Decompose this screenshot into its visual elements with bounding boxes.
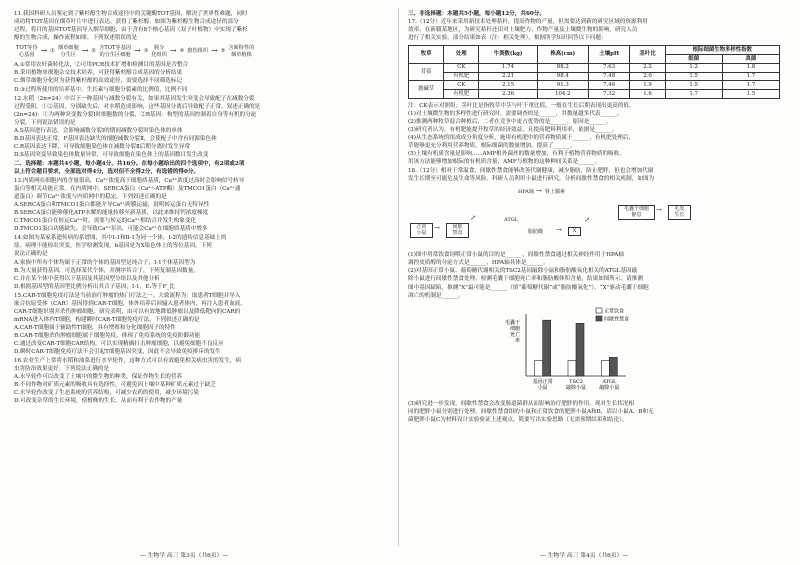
q11-line: 11.我国科研人员鉴定到了紫杉醇生物合成途径中的关键酶TOT基因，解决了世界性难题，同时: [14, 11, 248, 17]
q14-option: B.为大量获得基因，可选择某代个体，并测序其合子，下列复制基因数量，: [14, 267, 199, 274]
table-cell: 有机肥: [444, 72, 479, 81]
flow-node: 含TOT等基因 的分生区细胞: [99, 45, 131, 58]
q11-option: C.烟草细胞分化时为获得紫杉醇的高效途径，需要选择不同筛选标记: [14, 78, 183, 85]
diagram-node-hpa: HPA轴: [518, 189, 534, 196]
table-cell: 7.46: [588, 81, 630, 90]
q12-line: 12.水稻（2n=24）中以下一种基因与减数分裂有关，如果其基因发生突变会导致配子在减数分裂: [14, 95, 255, 102]
table-cell: 1.7: [722, 72, 779, 81]
flow-arrow: →: [40, 46, 48, 56]
q16-option: A.水旱轮作可以改变了土壤中的微生物的种类，保证作物生长的营养: [14, 374, 183, 381]
question-13: [14, 177, 386, 233]
q17-subq: 注：CK表示对照组；茎叶比是指牧草中茎与叶干重比值，一般在生长后期表现出更高的值。: [408, 102, 635, 109]
flow-step: ⑤: [220, 48, 226, 55]
q12-option: C.R基因表达下降，可导致细胞染色体在减数分裂Ⅱ后期分离时发生异常: [14, 143, 191, 150]
bar: [543, 320, 551, 376]
diagram-node-adrenaline: 肾上腺素: [545, 189, 566, 196]
page-footer-left: — 生物学 高三 第3页（共6页）—: [140, 553, 229, 559]
legend-label: 正常饮食: [604, 308, 625, 315]
y-axis-label: 毛囊干: [504, 319, 520, 326]
q15-line: mRNA进入体内T细胞，构建瞬时CAR-T细胞免疫疗法。下列叙述正确的是: [14, 316, 200, 323]
question-11: [14, 10, 386, 94]
table-cell: 1.7: [665, 90, 722, 99]
q17-subq: (2)推测两种牧草混合种植后，二者在竞争中更占优势的是______，原因是______。: [408, 118, 612, 125]
legend-label: 间歇性禁食: [604, 316, 630, 323]
table-cell: 7.48: [588, 72, 630, 81]
table-cell: 2.21: [479, 72, 537, 81]
q13-line: 道蛋白）调节Ca²⁺浓度与内质网中的稳定。下列叙述正确的是: [14, 194, 167, 201]
table-cell: 88.2: [537, 63, 588, 72]
table-row: [409, 63, 780, 72]
table-cell: 有机肥: [444, 90, 479, 99]
q16-line: 虫害防治效果更好。下列说法正确的是: [14, 366, 110, 373]
bar: [568, 360, 576, 376]
flow-arrow: →: [81, 46, 89, 56]
bar: [609, 357, 617, 376]
diagram-node-mouse: 正常 小鼠: [410, 223, 433, 238]
q16-option: B.不同作物对矿质元素的吸收具有选择性，可避免因土壤中某种矿质元素过于缺乏: [14, 382, 216, 389]
table-cell: 2.15: [479, 81, 537, 90]
x-tick-label: ATGL: [602, 378, 617, 385]
table-header-row: [409, 46, 780, 55]
q15-option: A.CAR-T细胞属于辅助性T细胞，具有增殖和分化细胞因子的特性: [14, 324, 176, 331]
flow-node: 烟草细胞 分生区: [57, 45, 79, 58]
q17-subq: (4)从生态系统的组成成分角度分析，施用有机肥中的营养物质属于______，有机肥处理后，: [408, 135, 635, 142]
q18-mechanism-diagram: [408, 185, 780, 249]
q15-line: CAR-T细胞识别并杀伤肿瘤细胞。研究表明，由可以有效地降低肿瘤以及降低靶向的CAR的: [14, 308, 241, 315]
q18-line: 发生长期至可能危及生命等风险。科研人员利用小鼠进行研究，分析间歇性禁食的相关机制，如图为: [408, 176, 655, 183]
y-axis-label: 率: [514, 337, 520, 344]
table-cell: 2.36: [479, 90, 537, 99]
q15-line: 15.CAR-T细胞免疫疗法是当前治疗肿瘤的热门疗法之一。大致流程为：取患者T细胞并导入: [14, 292, 241, 299]
q18-subq: 同的肥胖小鼠分别进行处理，间歇性禁食组的小鼠和正常饮食的肥胖小鼠A和B，请以小鼠A、B和无: [408, 408, 654, 415]
y-axis-label: 死亡: [509, 331, 520, 338]
q17-subq: (5)土壤有机质含量是影响......AMF根外菌丝的数量增加，有利于植物营养物质的吸收，: [408, 151, 625, 158]
q11-option: A.①常用农杆菌转化法，②可用PCR技术扩增和检测目的基因是否整合: [14, 62, 189, 69]
q18-bar-chart: [408, 302, 780, 398]
q11-line: 过程，将目的基因TOT基因导入烟草细胞，由于含有8个核心基因（双子叶植物）中实现了紫杉: [14, 27, 248, 34]
section-2-heading: [14, 160, 386, 176]
q16-line: 16.农业生产上常将水稻和油菜进行水旱轮作，这种方式可以有效避免相关病虫害的发生，病: [14, 358, 242, 365]
q13-line: 13.内质网在细胞内的含量很高，Ca²⁺浓度高于细胞质基质，Ca²⁺浓度过高时会影响信号转导: [14, 178, 245, 185]
flow-arrow: →: [211, 46, 218, 56]
flow-step: ①: [50, 48, 55, 55]
q18-subq: (2)对基因正常小鼠、葡萄糖代谢相关的TSC2基因敲除小鼠和脂肪酸氧化相关的ATGL基因敲: [408, 268, 638, 275]
table-cell: 1.7: [722, 81, 779, 90]
q17-subq: 草能够更充分利用营养物质，根际细菌的数量增加，提高了______。: [408, 143, 576, 150]
table-cell: 2.2: [630, 63, 665, 72]
table-cell: 1.5: [722, 90, 779, 99]
diagram-arrow: →: [656, 206, 662, 215]
flow-node: 愈伤组织: [187, 48, 209, 55]
table-cell: 91.3: [537, 81, 588, 90]
q18-subq: 调控皮质醇的分泌方式是______，HPA轴具体是______。: [408, 260, 549, 267]
q13-option: B.SERCA蛋白能够催化ATP水解的能量转移至新基质，以此来维持钙浓度梯度: [14, 210, 209, 217]
table-cell: 98.4: [537, 72, 588, 81]
question-17: [408, 18, 780, 166]
q17-line: 进行了相关实验，部分结果如表（注：相关处理），根据所学知识回答以下问题：: [408, 35, 607, 42]
q18-subq: (3)研究进一步发现，间歇性禁食会改变肠道菌群从而影响治疗肥胖的作用。现对生长状况相: [408, 400, 635, 407]
q11-line: 醇的生物合成，操作流程如图。下列叙述错误的是: [14, 35, 138, 42]
diagram-node-fatty-acid: 脂肪酸: [528, 229, 544, 236]
right-column: [408, 10, 780, 425]
table-header-cell: 牧草: [409, 46, 444, 64]
x-tick-label: 小鼠: [537, 384, 548, 391]
table-header-cell: 茎叶比: [630, 46, 665, 64]
diagram-node-hfsc: 毛囊干细胞 静息: [618, 205, 655, 220]
question-14: [14, 234, 386, 290]
q12-line: (2n=24)：①为两种突变数分裂Ⅰ时细胞数的分裂，②R基因：构型的基因控制着自身等有机的分泌: [14, 111, 257, 118]
diagram-arrow: →: [434, 224, 440, 233]
q15-option: B.CAR-T细胞杀伤肿瘤细胞属于细胞免疫，体现了免疫系统的免疫防御功能: [14, 332, 201, 339]
left-column: [14, 10, 386, 406]
column-divider: [398, 8, 399, 546]
flow-node: 含新特性的 烟草植株: [228, 45, 255, 58]
table-header-cell: 细菌: [665, 54, 722, 63]
table-cell: 披碱草: [409, 81, 444, 99]
diagram-node-hair: 毛发 生长: [668, 205, 691, 220]
y-axis-label: 细胞: [509, 325, 520, 332]
q15-option: C.通过改变CAR-T细胞CAR结构，可以实现精确打击肿瘤细胞，以避免细胞不良反应: [14, 340, 224, 347]
question-16: [14, 357, 386, 405]
flow-node: 脱分 化组织: [151, 45, 167, 58]
table-row: [409, 90, 780, 99]
table-cell: CK: [444, 63, 479, 72]
q14-option: C.并在某个体中获得以下基因及其基因型分组以及其他分析: [14, 275, 160, 282]
q14-option: D.根据基因型的基因型比例分析出其合子基因，Ⅰ-1，E₁等于F_比: [14, 283, 175, 290]
diagram-node-fasting: 间歇 禁食: [446, 223, 469, 238]
table-cell: 1.6: [630, 90, 665, 99]
table-cell: 1.2: [665, 63, 722, 72]
x-tick-label: 敲除小鼠: [599, 384, 620, 391]
q16-option: D.可改变杂草的生长环境，使植株的生长，从而有利于农作物的产量: [14, 398, 183, 405]
q11-line: 成功将TOT基因在烟草叶片中进行表达，获得了紫杉醇。如图为紫杉醇生物合成途径的部分: [14, 19, 239, 26]
question-15: [14, 292, 386, 356]
q14-line: 14.如图为某家系遗传病的系谱图，其中Ⅰ-1和Ⅱ-1为同一个体，Ⅰ-2的遗传信息基础上的: [14, 235, 227, 242]
table-cell: 苜蓿: [409, 63, 444, 81]
x-tick-label: 基因正常: [532, 378, 553, 385]
diagram-arrow: ↗: [470, 214, 476, 223]
table-cell: 1.9: [630, 81, 665, 90]
legend-swatch: [596, 316, 602, 321]
bar: [601, 360, 609, 376]
q17-subq: (1)对土壤微生物的多样性进行研究时，需要调查的是______，其数量越多代表______。: [408, 110, 623, 117]
section-heading-line: 以上符合题目要求，全部选对得4分，选对但不全得2分，有选错的得0分。: [14, 168, 200, 175]
q14-line: 原。病理不能检出突变，医学检测发现，b基因是为Ⅹ染色体上的等位基因。下列: [14, 243, 212, 250]
q12-line: 分裂。下列说法错误的是: [14, 119, 76, 126]
q17-subq: (3)研究者认为，有机肥能提升牧草的经济效益，且提高肥料利用率，依据是______。: [408, 127, 618, 134]
q11-flowchart: [16, 45, 386, 58]
q17-data-table: [408, 45, 780, 99]
q11-option: B.采用植物单细胞杂交技术培养，可获得紫杉醇合成基因的分析结果: [14, 70, 183, 77]
q13-option: C.TMCO1蛋白在转运Ca²⁺时，需要与转运的Ca²⁺相结合并发生构象变化: [14, 218, 197, 225]
legend-swatch: [596, 308, 602, 313]
table-cell: 1.74: [479, 63, 537, 72]
q18-subq: 凋亡的机制是______。: [408, 292, 464, 299]
q14-option: A.家族中所有个体均属于正常的个体的基因型是纯合子，Ⅰ-1个体基因型为: [14, 259, 196, 266]
q17-line: 17.（12分）近年来采用新技术处理秸秆，提高作物的产量，但需要达到新的研究区域的资源利用: [408, 19, 648, 26]
flow-arrow: →: [133, 46, 141, 56]
question-18: [408, 167, 780, 424]
diagram-arrow: →: [556, 226, 562, 235]
bar: [535, 360, 543, 376]
q17-subq: 用该方法能够增加根际的有机质含量，AMF与植物的这种种间关系是______。: [408, 159, 601, 166]
table-header-cell: 土壤pH: [588, 46, 630, 64]
q12-option: A.S基因进行表达，会影响减数分裂Ⅰ的期间减数分裂时染色体的单体: [14, 127, 183, 134]
section-heading-line: 二、选择题：本题共4小题，每小题4分，共16分。在每小题给出的四个选项中，有2项或2项: [14, 160, 245, 167]
q13-line: 蛋白等相关功能正常。在内质网中，SERCA蛋白（Ca²⁺-ATP酶）及TMCO1蛋白（Ca²⁺通: [14, 186, 241, 193]
bar: [576, 323, 584, 376]
diagram-node-atgl: ATGL: [504, 217, 518, 224]
table-row: [409, 72, 780, 81]
page-footer-right: — 生物学 高三 第4页（共6页）—: [540, 553, 629, 559]
question-12: [14, 95, 386, 159]
table-cell: 1.5: [665, 72, 722, 81]
table-header-cell: 处理: [444, 46, 479, 64]
q12-option: B.D基因表达正常，F基因表达缺失的细胞减数分裂Ⅱ，会使配子中含有同源染色体: [14, 135, 217, 142]
x-tick-label: TSC2: [569, 378, 583, 385]
flow-step: ③: [143, 48, 149, 55]
q13-option: A.SERCA蛋白和TMCO1蛋白都能介导Ca²⁺跨膜运输，说明转运蛋白无特异性: [14, 202, 210, 209]
flow-step: ②: [91, 48, 97, 55]
flow-arrow: →: [169, 46, 177, 56]
section-3-heading: 三、非选择题：本题共5小题，每小题12分，共60分。: [408, 11, 545, 17]
table-header-cell: 根际细菌生物多样性指数: [665, 46, 779, 55]
table-header-cell: 牛粪数(kg): [479, 46, 537, 64]
q16-option: C.水旱轮作改变了生态系统的营养结构，可减少农药的使用，减少环境污染: [14, 390, 199, 397]
q14-line: 说法正确的是: [14, 251, 48, 258]
q12-line: 过程受阻。①②基因，分别缺失后，对水稻造成影响，这些基因分离后导致配子正常，叙述正确的是: [14, 103, 261, 110]
table-cell: 1.5: [665, 81, 722, 90]
q18-subq: 除小鼠进行间歇性禁食处理，检测毛囊干细胞死亡率和脂肪酸体积含量，结果如图所示，请推测: [408, 276, 643, 283]
table-header-cell: 真菌: [722, 54, 779, 63]
table-cell: 7.32: [588, 90, 630, 99]
q18-subq: 图中基因缺陷，推测“X”最可能是______（填“葡萄糖代谢”或“脂肪酸氧化”），“X”驱动毛囊干细胞: [408, 284, 649, 291]
q18-line: 18.（12分）相对于常温食，间歇性禁食能够改善代谢健康，减少脂肪，防止肥胖，但也会增加代谢: [408, 168, 654, 175]
flow-step: ④: [179, 48, 185, 55]
q12-option: D.S基因突变导致染色体数量异常，可导致细胞在染色体上的基因数目发生改变: [14, 151, 209, 158]
diagram-arrow: ↗: [584, 216, 590, 225]
flow-node: TOT等待 心基因: [16, 45, 38, 58]
q17-line: 效率。在新疆某地区，为研究秸秆还田对土壤肥力、作物产量及土壤微生物的影响，研究人员: [408, 27, 638, 34]
table-cell: 7.63: [588, 63, 630, 72]
q15-option: D.瞬时CAR-T细胞免疫疗法不会引起T细胞基因突变，因此不会导致免疫排斥的发生: [14, 349, 221, 356]
q18-subq: 菌肥胖小鼠C为材料设计实验验证上述观点，简要写出实验思路（无需预期结果和结论）。: [408, 416, 628, 423]
diagram-node-x: X: [568, 227, 581, 236]
q15-line: 嵌合抗原受体（CAR）基因得到CAR-T细胞，体外培养后回输入患者体内，再注入患者血液，: [14, 300, 246, 307]
q11-option: D.③过程所使用的培养基中，生长素与细胞分裂素的比例值，比例不同: [14, 86, 188, 93]
q18-subq: (1)图中用常饮食饲喂正常小鼠的目的是______，间歇性禁食通过相关神经作用于HPA轴: [408, 252, 624, 259]
table-cell: 1.8: [722, 63, 779, 72]
x-tick-label: 敲除小鼠: [565, 384, 587, 391]
table-cell: 2.0: [630, 72, 665, 81]
table-cell: 104.2: [537, 90, 588, 99]
table-cell: CK: [444, 81, 479, 90]
table-header-cell: 株高(cm): [537, 46, 588, 64]
table-row: [409, 81, 780, 90]
bar-chart-svg: [492, 302, 662, 398]
q13-option: D.TMCO1蛋白功能缺失，会导致Ca²⁺泵出，可能会Ca²⁺在细胞质基质中增多: [14, 226, 208, 233]
diagram-arrow: →: [536, 187, 542, 196]
